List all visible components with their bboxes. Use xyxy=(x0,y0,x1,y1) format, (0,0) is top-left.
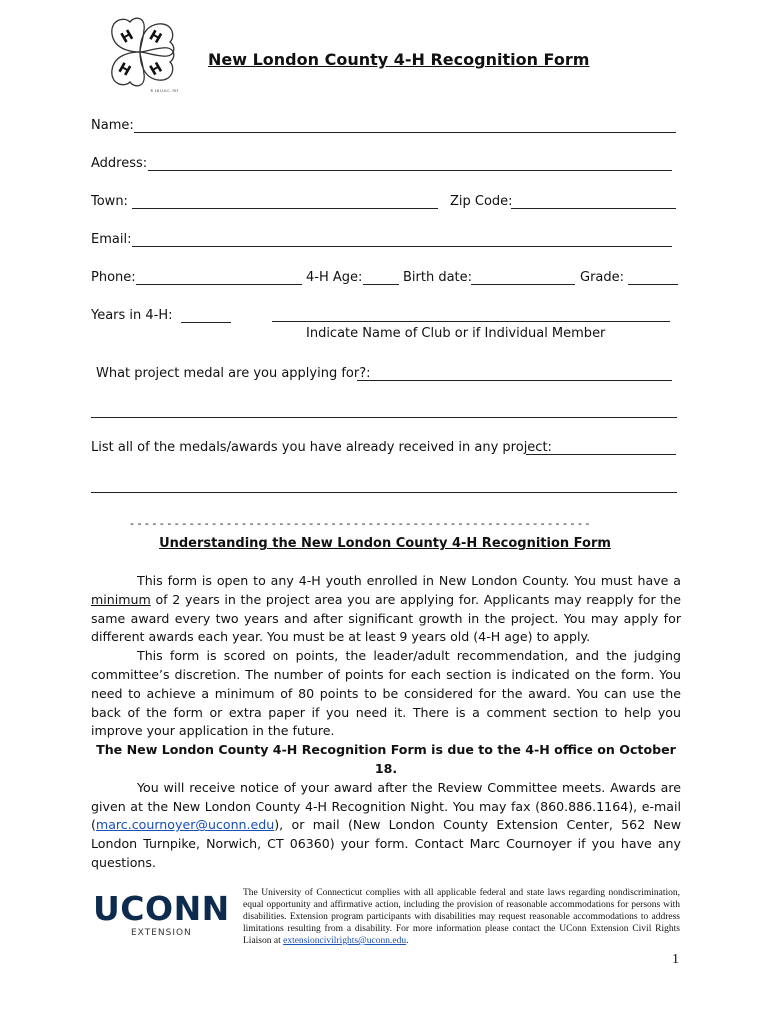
nondiscrimination-statement: The University of Connecticut complies with all applicable federal and state laws regarding nondiscrimination, equal opportunity and affirmative action, including the provision of reasonable accommodations for persons with disabilities. Extension program participants with disabilities may request reasonable accommodations to address limitations resulting from a disability. For more information please contact the UConn Extension Civil Rights Liaison at extensioncivilrights@uconn.edu. xyxy=(243,888,680,946)
section-divider: - - - - - - - - - - - - - - - - - - - - - - - - - - - - - - - - - - - - - - - - - - - - - - - - - - - - - - - - - - - - - - xyxy=(130,517,590,530)
four-h-clover-logo xyxy=(100,12,180,96)
phone-label: Phone: xyxy=(91,270,136,285)
years-label: Years in 4-H: xyxy=(91,308,173,323)
medal-question-label: What project medal are you applying for?: xyxy=(96,366,371,381)
age-field[interactable] xyxy=(363,284,399,285)
club-field[interactable] xyxy=(272,321,670,322)
grade-field[interactable] xyxy=(628,284,678,285)
civil-rights-email-link[interactable]: extensioncivilrights@uconn.edu xyxy=(283,936,407,946)
uconn-extension-logo xyxy=(93,889,233,938)
name-label: Name: xyxy=(91,118,134,133)
grade-label: Grade: xyxy=(580,270,625,285)
page-title: New London County 4-H Recognition Form xyxy=(208,50,590,69)
logo-h-top-left: H xyxy=(118,27,137,47)
contact-email-link[interactable]: marc.cournoyer@uconn.edu xyxy=(95,817,275,833)
logo-mark: ® 18 U.S.C. 707 xyxy=(150,89,179,93)
birth-date-field[interactable] xyxy=(471,284,575,285)
email-field[interactable] xyxy=(132,246,672,247)
logo-h-top-right: H xyxy=(146,27,165,48)
paragraph-eligibility: This form is open to any 4-H youth enrolled in New London County. You must have a minimum of 2 years in the project area you are applying for. Applicants may reapply for the same award every two years and after significant growth in the project. You may apply for different awards each year. You must be at least 9 years old (4-H age) to apply. xyxy=(91,573,681,645)
phone-field[interactable] xyxy=(136,284,302,285)
name-field[interactable] xyxy=(134,132,676,133)
email-label: Email: xyxy=(91,232,132,247)
years-field[interactable] xyxy=(181,322,231,323)
logo-h-bottom-right: H xyxy=(147,59,166,80)
town-field[interactable] xyxy=(132,208,438,209)
logo-h-bottom-left: H xyxy=(115,59,134,80)
paragraph-contact: You will receive notice of your award after the Review Committee meets. Awards are given at the New London County 4-H Recognition Night. You may fax (860.886.1164), e-mail (marc.cournoyer@uconn.edu), or mail (New London County Extension Center, 562 New London Turnpike, Norwich, CT 06360) your form. Contact Marc Cournoyer if you have any questions. xyxy=(91,779,681,870)
paragraph-due-date: The New London County 4-H Recognition Form is due to the 4-H office on October 18. xyxy=(96,742,676,776)
awards-question-label: List all of the medals/awards you have already received in any project: xyxy=(91,440,552,455)
address-label: Address: xyxy=(91,156,148,171)
medal-field[interactable] xyxy=(357,380,672,381)
page-number: 1 xyxy=(672,952,679,967)
zip-field[interactable] xyxy=(511,208,676,209)
awards-field[interactable] xyxy=(526,454,676,455)
zip-label: Zip Code: xyxy=(450,194,513,209)
extension-label: EXTENSION xyxy=(131,928,192,938)
town-label: Town: xyxy=(91,194,128,209)
medal-field-continued[interactable] xyxy=(91,417,677,418)
uconn-wordmark: UCONN xyxy=(93,889,230,928)
address-field[interactable] xyxy=(148,170,672,171)
section-title: Understanding the New London County 4-H Recognition Form xyxy=(159,536,611,551)
age-label: 4-H Age: xyxy=(306,270,363,285)
paragraph-scoring: This form is scored on points, the leader/adult recommendation, and the judging committee’s discretion. The number of points for each section is indicated on the form. You need to achieve a minimum of 80 points to be considered for the award. You can use the back of the form or extra paper if you need it. There is a comment section to help you improve your application in the future. xyxy=(91,648,681,739)
awards-field-continued[interactable] xyxy=(91,492,677,493)
club-caption: Indicate Name of Club or if Individual Member xyxy=(306,326,606,341)
birth-date-label: Birth date: xyxy=(403,270,473,285)
instructions-body xyxy=(91,572,681,873)
